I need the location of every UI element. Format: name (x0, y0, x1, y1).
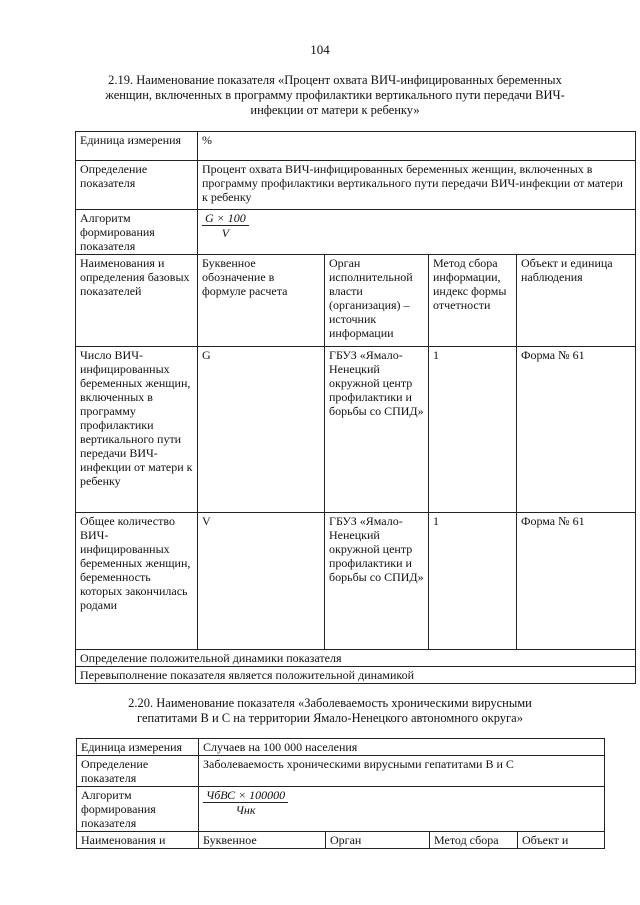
unit-label: Единица измерения (77, 739, 199, 756)
definition-label: Определение показателя (77, 756, 199, 787)
indicator-table-2-20 (76, 738, 605, 849)
dynamics-value: Перевыполнение показателя является положительной динамикой (76, 667, 636, 684)
formula-numerator: G × 100 (202, 211, 249, 226)
header-cell: Орган исполнительной власти (организация) – источник информации (325, 255, 429, 347)
algorithm-formula (198, 210, 636, 255)
section-heading-2-19: 2.19. Наименование показателя «Процент охвата ВИЧ-инфицированных беременных женщин, включенных в программу профилактики вертикального пути передачи ВИЧ-инфекции от матери к ребенку» (105, 73, 565, 117)
indicator-table-2-19 (75, 131, 636, 684)
unit-label: Единица измерения (76, 132, 198, 161)
indicator-object: Форма № 61 (517, 513, 636, 650)
formula-numerator: ЧбВС × 100000 (203, 788, 288, 803)
definition-label: Определение показателя (76, 161, 198, 210)
section-heading-2-20: 2.20. Наименование показателя «Заболеваемость хроническими вирусными гепатитами В и С на территории Ямало-Ненецкого автономного округа» (128, 696, 532, 725)
indicator-name: Общее количество ВИЧ-инфицированных беременных женщин, беременность которых закончилась родами (76, 513, 198, 650)
indicator-source: ГБУЗ «Ямало-Ненецкий окружной центр профилактики и борьбы со СПИД» (325, 347, 429, 513)
indicator-name: Число ВИЧ-инфицированных беременных женщин, включенных в программу профилактики вертикального пути передачи ВИЧ-инфекции от матери к ребенку (76, 347, 198, 513)
formula-fraction (202, 211, 249, 240)
header-cell: Метод сбора информации, индекс формы отчетности (429, 255, 517, 347)
algorithm-label: Алгоритм формирования показателя (77, 787, 199, 832)
formula-fraction (203, 788, 288, 817)
indicator-method: 1 (429, 347, 517, 513)
algorithm-label: Алгоритм формирования показателя (76, 210, 198, 255)
indicator-method: 1 (429, 513, 517, 650)
header-cell: Наименования и определения базовых показателей (76, 255, 198, 347)
header-cell: Метод сбора (430, 832, 518, 849)
header-cell: Буквенное обозначение в формуле расчета (198, 255, 325, 347)
table-row (76, 513, 636, 650)
page-number: 104 (310, 42, 330, 57)
header-cell: Объект и единица наблюдения (517, 255, 636, 347)
indicator-source: ГБУЗ «Ямало-Ненецкий окружной центр профилактики и борьбы со СПИД» (325, 513, 429, 650)
table-row (76, 347, 636, 513)
header-cell: Объект и (518, 832, 605, 849)
unit-value: % (198, 132, 636, 161)
indicator-object: Форма № 61 (517, 347, 636, 513)
formula-denominator: V (221, 226, 230, 240)
algorithm-formula (199, 787, 605, 832)
indicator-letter: G (198, 347, 325, 513)
header-cell: Наименования и (77, 832, 199, 849)
formula-denominator: Чнк (235, 803, 256, 817)
indicator-letter: V (198, 513, 325, 650)
definition-value: Заболеваемость хроническими вирусными гепатитами В и С (199, 756, 605, 787)
header-cell: Орган (326, 832, 430, 849)
header-cell: Буквенное (199, 832, 326, 849)
dynamics-label: Определение положительной динамики показателя (76, 650, 636, 667)
unit-value: Случаев на 100 000 населения (199, 739, 605, 756)
definition-value: Процент охвата ВИЧ-инфицированных беременных женщин, включенных в программу профилактики вертикального пути передачи ВИЧ-инфекции от матери к ребенку (198, 161, 636, 210)
